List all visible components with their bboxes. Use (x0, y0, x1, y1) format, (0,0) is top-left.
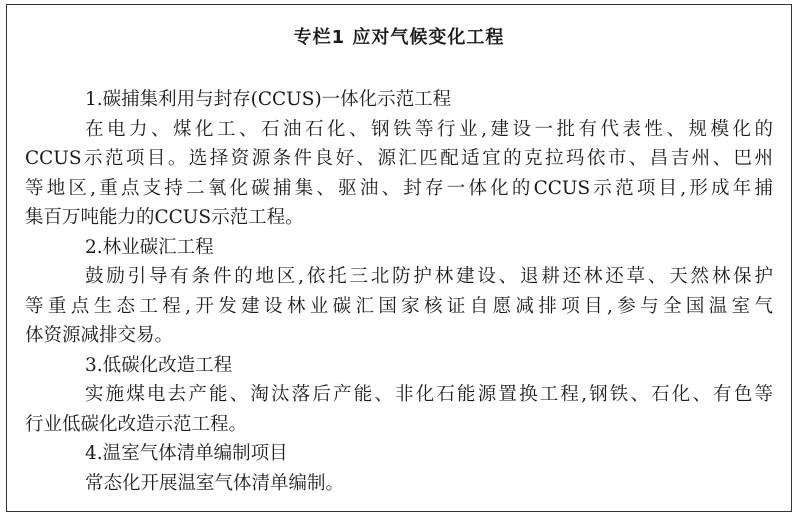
section-heading: 3.低碳化改造工程 (85, 354, 233, 376)
section-line: 行业低碳化改造示范工程。 (25, 413, 248, 435)
section-line: 等地区,重点支持二氧化碳捕集、驱油、封存一体化的CCUS示范项目,形成年捕 (25, 177, 773, 199)
section-line: 集百万吨能力的CCUS示范工程。 (25, 207, 304, 228)
section-line: 常态化开展温室气体清单编制。 (85, 472, 345, 494)
column-content (25, 85, 773, 498)
column-title: 专栏1 应对气候变化工程 (293, 27, 505, 48)
section-line: 等重点生态工程,开发建设林业碳汇国家核证自愿减排项目,参与全国温室气 (25, 295, 773, 317)
column-box (6, 4, 792, 512)
section-line: 鼓励引导有条件的地区,依托三北防护林建设、退耕还林还草、天然林保护 (85, 266, 773, 287)
section-line: 实施煤电去产能、淘汰落后产能、非化石能源置换工程,钢铁、石化、有色等 (85, 384, 773, 405)
section-heading: 4.温室气体清单编制项目 (85, 443, 288, 464)
section-heading: 2.林业碳汇工程 (85, 236, 214, 258)
section-line: CCUS示范项目。选择资源条件良好、源汇匹配适宜的克拉玛依市、昌吉州、巴州 (25, 148, 773, 169)
section-heading: 1.碳捕集利用与封存(CCUS)一体化示范工程 (85, 89, 452, 110)
section-line: 体资源减排交易。 (25, 325, 174, 346)
section-line: 在电力、煤化工、石油石化、钢铁等行业,建设一批有代表性、规模化的 (85, 118, 773, 140)
